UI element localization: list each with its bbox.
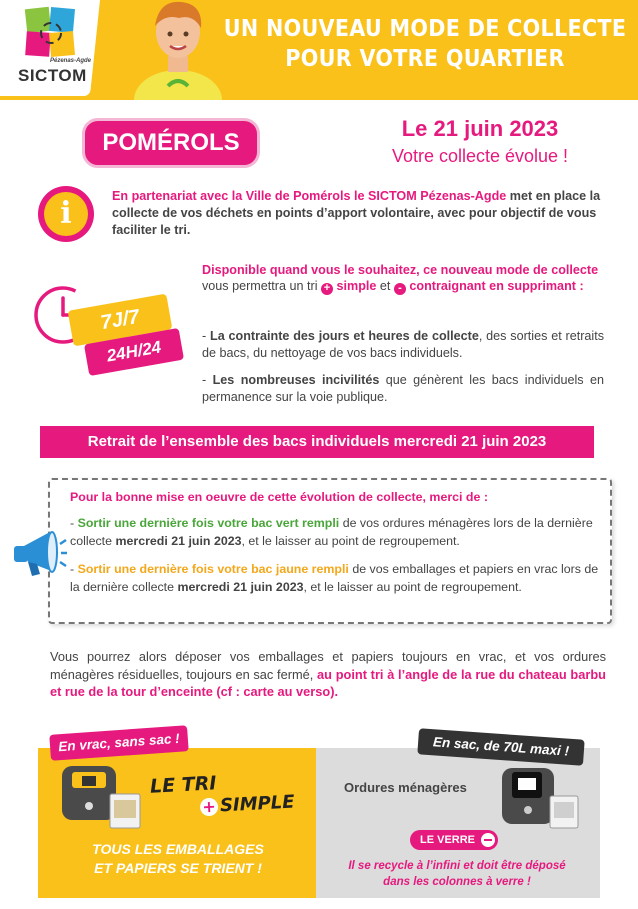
all-packaging-line2: ET PAPIERS SE TRIENT ! <box>94 860 262 876</box>
availability-simple: simple <box>336 279 377 293</box>
intro-rest-text: met en place la collecte de vos déchets en points d’apport volontaire, avec pour objectif de vous faciliter le tri. <box>112 189 601 237</box>
info-icon <box>38 186 94 242</box>
plus-icon: + <box>200 798 219 817</box>
megaphone-icon <box>10 526 68 582</box>
instruction-mid: de vos ordures ménagères lors de la dernière collecte <box>70 516 593 548</box>
instruction-yellow-text: Sortir une dernière fois votre bac jaune rempli <box>77 562 349 576</box>
instruction-end: , et le laisser au point de regroupement. <box>241 534 460 548</box>
bullet-dash: - <box>202 373 213 387</box>
bullet-dash: - <box>202 329 211 343</box>
instruction-green-bin <box>70 514 602 550</box>
plus-icon: + <box>321 283 333 295</box>
collection-date: Le 21 juin 2023 <box>401 116 559 141</box>
bullet-rest: , des sorties et retraits de bacs, du nettoyage de vos bacs individuels. <box>202 329 604 360</box>
collection-date-subtitle: Votre collecte évolue ! <box>391 146 569 166</box>
glass-badge <box>410 830 498 850</box>
bullet-rest: que génèrent les bacs individuels en permanence sur la voie publique. <box>202 373 604 404</box>
header-title-line2: POUR VOTRE QUARTIER <box>285 46 565 72</box>
logo-subtitle: Pézenas-Agde <box>50 58 92 64</box>
header-banner <box>0 0 638 100</box>
bullet-item <box>202 328 604 362</box>
commune-badge: POMÉROLS <box>82 118 260 168</box>
instruction-date: mercredi 21 juin 2023 <box>115 534 242 548</box>
bullet-bold: La contrainte des jours et heures de collecte <box>210 329 479 343</box>
minus-icon: - <box>394 283 406 295</box>
availability-mid1: vous permettra un tri <box>202 279 318 293</box>
availability-hours-badge: 24H/24 <box>84 328 184 376</box>
instruction-end: , et le laisser au point de regroupement. <box>303 580 522 594</box>
availability-days-badge: 7J/7 <box>68 294 173 347</box>
instruction-yellow-bin <box>70 560 602 596</box>
all-packaging-text <box>60 840 296 878</box>
sictom-logo-icon <box>24 6 78 60</box>
glass-bag-icon <box>546 792 584 830</box>
bin-removal-banner: Retrait de l’ensemble des bacs individuels mercredi 21 juin 2023 <box>40 426 594 458</box>
all-packaging-line1: TOUS LES EMBALLAGES <box>92 841 264 857</box>
instructions-title: Pour la bonne mise en oeuvre de cette évolution de collecte, merci de : <box>70 490 488 504</box>
outro-location: au point tri à l’angle de la rue du chateau barbu et rue de la tour d’enceinte (cf : carte au verso). <box>50 666 606 699</box>
child-photo-icon <box>128 0 228 100</box>
bag-70l-tag: En sac, de 70L maxi ! <box>417 728 584 766</box>
intro-partner-text: En partenariat avec la Ville de Pomérols le SICTOM Pézenas-Agde <box>112 189 507 203</box>
le-tri-text: LE TRI <box>149 772 217 798</box>
glass-recycle-line1: Il se recycle à l’infini et doit être déposé <box>348 860 566 872</box>
availability-mid2: et <box>379 279 391 293</box>
outro-text: Vous pourrez alors déposer vos emballages et papiers toujours en vrac, et vos ordures ménagères résiduelles, toujours en sac fermé, <box>50 649 606 682</box>
header-title-line1: UN NOUVEAU MODE DE COLLECTE <box>223 16 627 42</box>
minus-icon <box>481 833 495 847</box>
glass-recycle-text <box>330 858 584 890</box>
household-waste-title: Ordures ménagères <box>344 780 467 795</box>
loose-no-bag-tag: En vrac, sans sac ! <box>49 725 188 761</box>
glass-label: LE VERRE <box>420 834 476 846</box>
glass-recycle-line2: dans les colonnes à verre ! <box>383 876 531 888</box>
instruction-green-text: Sortir une dernière fois votre bac vert rempli <box>77 516 340 530</box>
availability-contraignant: contraignant en supprimant : <box>409 279 584 293</box>
simple-word: SIMPLE <box>219 791 296 817</box>
instruction-dash: - <box>70 516 78 530</box>
info-icon-glyph: i <box>44 192 88 236</box>
intro-paragraph <box>112 188 602 239</box>
instruction-mid: de vos emballages et papiers en vrac lors de la dernière collecte <box>70 562 599 594</box>
outro-paragraph <box>50 648 606 701</box>
header-title <box>220 14 630 74</box>
instruction-date: mercredi 21 juin 2023 <box>177 580 304 594</box>
availability-pink-text: Disponible quand vous le souhaitez, ce nouveau mode de collecte <box>202 263 599 277</box>
instruction-dash: - <box>70 562 78 576</box>
availability-paragraph <box>202 262 604 295</box>
paper-bag-icon <box>106 790 146 830</box>
bullet-bold: Les nombreuses incivilités <box>212 373 380 387</box>
logo-name: SICTOM <box>18 66 87 85</box>
bullet-item <box>202 372 604 406</box>
